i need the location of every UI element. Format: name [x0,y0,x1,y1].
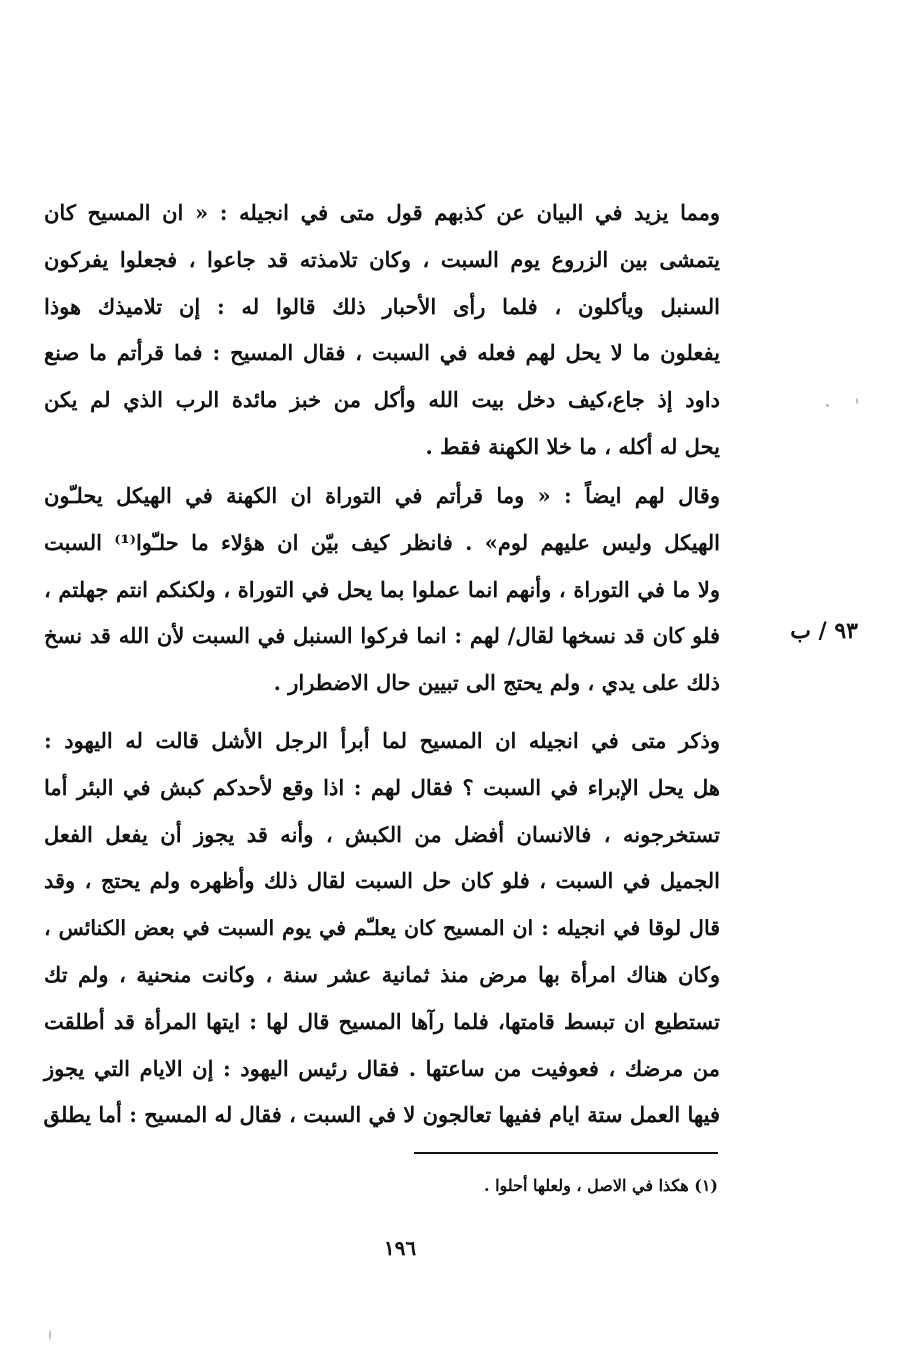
text-line: ومما يزيد في البيان عن كذبهم قول متى في انجيله : « ان المسيح كان [44,200,720,225]
text-line: هل يحل الإبراء في السبت ؟ فقال لهم : اذا وقع لأحدكم كبش في البئر أما [44,774,720,800]
scan-speck [49,1330,51,1340]
text-line: يتمشى بين الزروع يوم السبت ، وكان تلامذته قد جاعوا ، فجعلوا يفركون [44,246,720,272]
text-line: وقال لهم ايضاً : « وما قرأتم في التوراة ان الكهنة في الهيكل يحلـّون [44,483,720,508]
text-line: ذلك على يدي ، ولم يحتج الى تبيين حال الاضطرار . [273,670,720,696]
text-line: يفعلون ما لا يحل لهم فعله في السبت ، فقال المسيح : فما قرأتم ما صنع [44,340,720,366]
text-line: ولا ما في التوراة ، وأنهم انما عملوا بما يحل في التوراة ، ولكنكم انتم جهلتم ، [44,576,720,602]
scan-speck [856,398,858,404]
text-line: داود إذ جاع،كيف دخل بيت الله وأكل من خبز مائدة الرب الذي لم يكن [44,387,720,413]
text-line: فيها العمل ستة ايام ففيها تعالجون لا في السبت ، فقال له المسيح : أما يطلق [43,1102,720,1128]
scan-speck [826,404,829,407]
text-line: قال لوقا في انجيله : ان المسيح كان يعلـّم في يوم السبت في بعض الكنائس ، [44,916,720,941]
page-number: ١٩٦ [383,1236,417,1260]
text-line: من مرضك ، فعوفيت من ساعتها . فقال رئيس اليهود : إن الايام التي يجوز [44,1055,720,1081]
text-line: تستطيع ان تبسط قامتها، فلما رآها المسيح قال لها : ايتها المرأة قد أطلقت [44,1008,720,1034]
text-line: فلو كان قد نسخها لقال/ لهم : انما فركوا السنبل في السبت لأن الله قد نسخ [44,623,720,649]
paragraph-2 [44,473,720,707]
text-line: تستخرجونه ، فالانسان أفضل من الكبش ، وأنه قد يجوز أن يفعل الفعل [44,821,720,847]
text-line: الهيكل وليس عليهم لوم» . فانظر كيف بيّن ان هؤلاء ما حلـّوا⁽¹⁾ السبت [44,529,720,555]
text-line: الجميل في السبت ، فلو كان حل السبت لقال ذلك وأظهره ولم يحتج ، وقد [44,868,720,894]
text-line: السنبل ويأكلون ، فلما رأى الأحبار ذلك قالوا له : إن تلاميذك هوذا [44,293,720,319]
text-line: وذكر متى في انجيله ان المسيح لما أبرأ الرجل الأشل قالت له اليهود : [44,728,720,753]
footnote-divider [414,1152,718,1154]
folio-margin-note: ٩٣ / ب [790,618,858,644]
paragraph-3 [44,718,720,1139]
paragraph-1 [44,190,720,471]
text-line: يحل له أكله ، ما خلا الكهنة فقط . [425,433,720,459]
text-line: وكان هناك امرأة بها مرض منذ ثمانية عشر سنة ، وكانت منحنية ، ولم تك [44,961,720,987]
footnote: (١) هكذا في الاصل ، ولعلها أحلوا . [483,1176,718,1195]
